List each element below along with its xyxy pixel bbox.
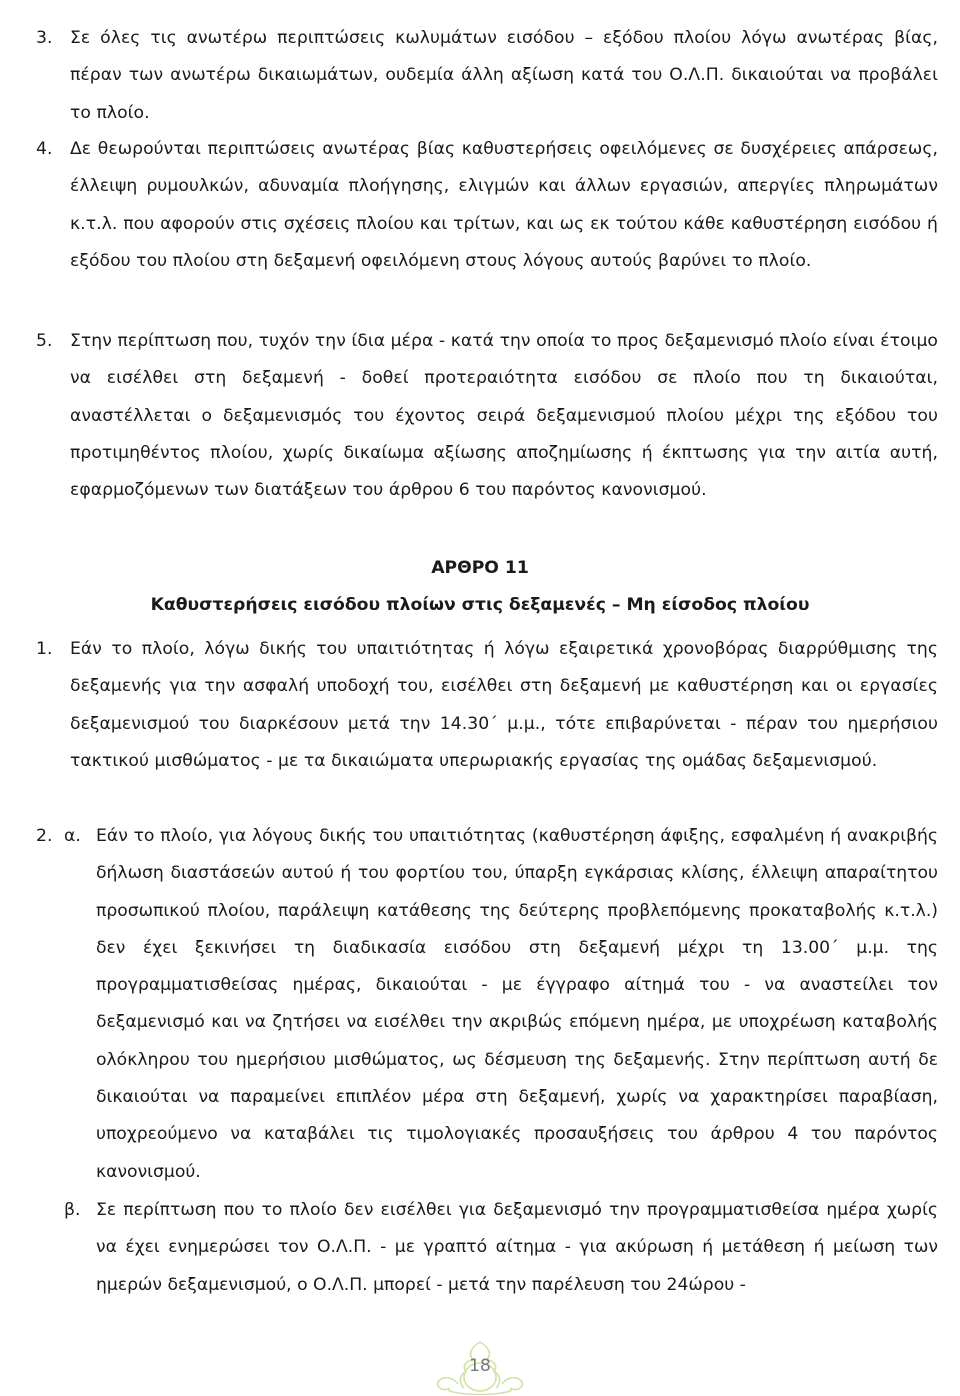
paragraph-number: 3. (36, 28, 53, 48)
subparagraph-text: Σε περίπτωση που το πλοίο δεν εισέλθει για δεξαμενισμό την προγραμματισθείσα ημέρα χωρίς να έχει ενημερώσει τον Ο.Λ.Π. - με γραπτό αίτημα - για ακύρωση ή μετάθεση ή μείωση των ημερών δεξαμενισμού, ο Ο.Λ.Π. μπορεί - μετά την παρέλευση του 24ώρου - (96, 1200, 938, 1295)
subparagraph-b (64, 1192, 938, 1304)
article-number: ΑΡΘΡΟ 11 (431, 558, 529, 578)
paragraph-number: 5. (36, 331, 53, 351)
article-paragraph-1 (36, 631, 938, 780)
paragraph-number: 1. (36, 639, 53, 659)
subparagraph-text: Εάν το πλοίο, για λόγους δικής του υπαιτιότητας (καθυστέρηση άφιξης, εσφαλμένη ή ανακριβής δήλωση διαστάσεών αυτού ή του φορτίου του, ύπαρξη εγκάρσιας κλίσης, έλλειψη απαραίτητου προσωπικού πλοίου, παράλειψη κατάθεσης της δεύτερης προβλεπόμενης προκαταβολής κ.τ.λ.) δεν έχει ξεκινήσει τη διαδικασία εισόδου στη δεξαμενή μέχρι τη 13.00΄ μ.μ. της προγραμματισθείσας ημέρας, δικαιούται - με έγγραφο αίτημά του - να αναστείλει τον δεξαμενισμό και να ζητήσει να εισέλθει την ακριβώς επόμενη ημέρα, με υποχρέωση καταβολής ολόκληρου του ημερήσιου μισθώματος, ως δέσμευση της δεξαμενής. Στην περίπτωση αυτή δε δικαιούται να παραμείνει επιπλέον μέρα στη δεξαμενή, χωρίς να χαρακτηρίσει παραβίαση, υποχρεούμενο να καταβάλει τις τιμολογιακές προσαυξήσεις του άρθρου 4 του παρόντος κανονισμού. (96, 826, 938, 1182)
article-title: Καθυστερήσεις εισόδου πλοίων στις δεξαμενές – Μη είσοδος πλοίου (150, 595, 810, 615)
subparagraph-label: α. (64, 826, 81, 846)
paragraph-4 (36, 131, 938, 280)
paragraph-number: 4. (36, 139, 53, 159)
subparagraph-label: β. (64, 1200, 81, 1220)
subparagraph-a (64, 818, 938, 1191)
paragraph-text: Στην περίπτωση που, τυχόν την ίδια μέρα - κατά την οποία το προς δεξαμενισμό πλοίο είναι έτοιμο να εισέλθει στη δεξαμενή - δοθεί προτεραιότητα εισόδου σε πλοίο που τη δικαιούται, αναστέλλεται ο δεξαμενισμός του έχοντος σειρά δεξαμενισμού πλοίου μέχρι της εξόδου του προτιμηθέντος πλοίου, χωρίς δικαίωμα αξίωσης αποζημίωσης ή έκπτωσης για την αιτία αυτή, εφαρμοζόμενων των διατάξεων του άρθρου 6 του παρόντος κανονισμού. (70, 331, 938, 501)
paragraph-3 (36, 20, 938, 132)
paragraph-number: 2. (36, 826, 53, 846)
page-number: 18 (469, 1356, 491, 1376)
paragraph-5 (36, 323, 938, 509)
paragraph-text: Σε όλες τις ανωτέρω περιπτώσεις κωλυμάτων εισόδου – εξόδου πλοίου λόγω ανωτέρας βίας, πέραν των ανωτέρω δικαιωμάτων, ουδεμία άλλη αξίωση κατά του Ο.Λ.Π. δικαιούται να προβάλει το πλοίο. (70, 28, 938, 123)
paragraph-text: Εάν το πλοίο, λόγω δικής του υπαιτιότητας ή λόγω εξαιρετικά χρονοβόρας διαρρύθμισης της δεξαμενής για την ασφαλή υποδοχή του, εισέλθει στη δεξαμενή με καθυστέρηση και οι εργασίες δεξαμενισμού του διαρκέσουν μετά την 14.30΄ μ.μ., τότε επιβαρύνεται - πέραν του ημερήσιου τακτικού μισθώματος - με τα δικαιώματα υπερωριακής εργασίας της ομάδας δεξαμενισμού. (70, 639, 938, 771)
paragraph-text: Δε θεωρούνται περιπτώσεις ανωτέρας βίας καθυστερήσεις οφειλόμενες σε δυσχέρειες απάρσεως, έλλειψη ρυμουλκών, αδυναμία πλοήγησης, ελιγμών και άλλων εργασιών, απεργίες πληρωμάτων κ.τ.λ. που αφορούν στις σχέσεις πλοίου και τρίτων, και ως εκ τούτου κάθε καθυστέρηση εισόδου ή εξόδου του πλοίου στη δεξαμενή οφειλόμενη στους λόγους αυτούς βαρύνει το πλοίο. (70, 139, 938, 271)
